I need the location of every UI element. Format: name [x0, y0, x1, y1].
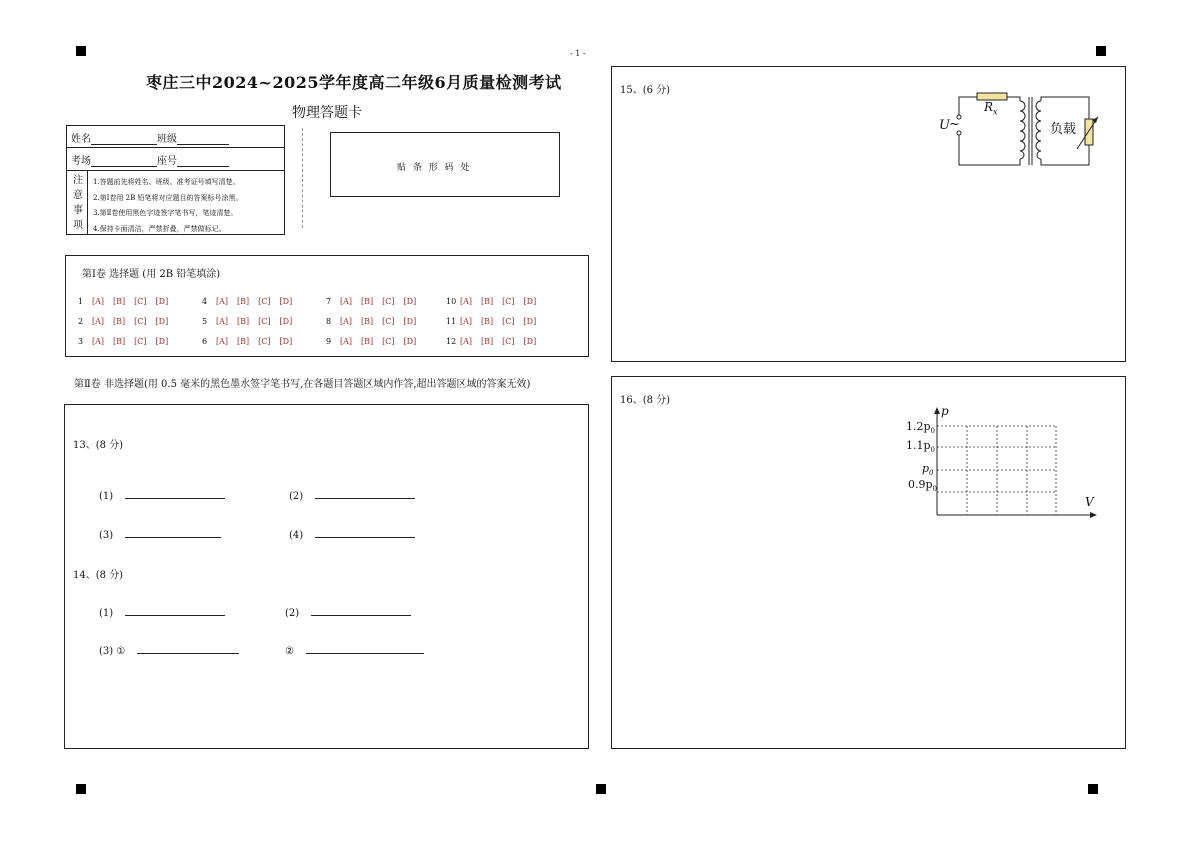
choice-option-bubble[interactable]: [B] [481, 297, 494, 306]
choice-option-bubble[interactable]: [C] [134, 337, 147, 346]
y-axis-label: p [941, 404, 949, 418]
class-label: 班级 [157, 134, 177, 145]
resistor-rx [977, 93, 1007, 100]
choice-option-bubble[interactable]: [D] [155, 297, 169, 306]
choice-option-bubble[interactable]: [B] [361, 297, 374, 306]
y-tick-label: $1.2p_0$ [906, 420, 936, 436]
alignment-mark [1096, 46, 1106, 56]
choice-option-bubble[interactable]: [C] [134, 317, 147, 326]
choice-option-bubble[interactable]: [A] [340, 317, 353, 326]
choice-number: 1 [78, 297, 84, 306]
barcode-area [330, 132, 560, 197]
choice-number: 11 [446, 317, 457, 326]
q14-item-2: (2) [285, 605, 411, 619]
answer-box-16 [611, 376, 1126, 749]
choice-option-bubble[interactable]: [B] [237, 317, 250, 326]
answer-line[interactable] [125, 488, 225, 499]
answer-line[interactable] [125, 527, 221, 538]
choice-option-bubble[interactable]: [D] [279, 337, 293, 346]
choice-option-bubble[interactable]: [A] [92, 337, 105, 346]
choice-option-bubble[interactable]: [C] [382, 337, 395, 346]
room-label: 考场 [71, 156, 91, 167]
choice-option-bubble[interactable]: [A] [340, 337, 353, 346]
name-field[interactable] [91, 134, 157, 145]
page-title: 枣庄三中2024~2025学年度高二年级6月质量检测考试 [146, 73, 562, 92]
q14-item-3: (3) ① [99, 643, 239, 657]
answer-box-15 [611, 66, 1126, 362]
notice-item: 3.第Ⅱ卷使用黑色字迹签字笔书写，笔迹清楚。 [93, 209, 238, 217]
choice-number: 2 [78, 317, 84, 326]
class-field[interactable] [177, 134, 229, 145]
answer-line[interactable] [311, 605, 411, 616]
alignment-mark [596, 784, 606, 794]
choice-question-10 [446, 289, 545, 308]
choice-option-bubble[interactable]: [D] [155, 317, 169, 326]
alignment-mark [1088, 784, 1098, 794]
choice-option-bubble[interactable]: [B] [361, 317, 374, 326]
choice-number: 9 [326, 337, 332, 346]
choice-option-bubble[interactable]: [A] [216, 297, 229, 306]
choice-option-bubble[interactable]: [C] [502, 317, 515, 326]
choice-number: 12 [446, 337, 457, 346]
choice-option-bubble[interactable]: [D] [279, 297, 293, 306]
transformer-circuit-diagram [932, 89, 1102, 179]
pv-graph [932, 405, 1102, 520]
choice-option-bubble[interactable]: [D] [155, 337, 169, 346]
choice-number: 10 [446, 297, 457, 306]
variable-load [1085, 119, 1093, 145]
name-row [71, 130, 229, 145]
part1-heading: 第Ⅰ卷 选择题 (用 2B 铅笔填涂) [82, 269, 221, 280]
q13-item-4: (4) [289, 527, 415, 541]
choice-option-bubble[interactable]: [C] [502, 337, 515, 346]
q13-item-2: (2) [289, 488, 415, 502]
notice-item: 1.答题前先将姓名、班级、准考证号填写清楚。 [93, 178, 240, 186]
choice-option-bubble[interactable]: [A] [460, 317, 473, 326]
choice-option-bubble[interactable]: [B] [481, 317, 494, 326]
choice-option-bubble[interactable]: [C] [382, 297, 395, 306]
answer-line[interactable] [137, 643, 239, 654]
choice-option-bubble[interactable]: [D] [403, 337, 417, 346]
barcode-label: 贴 条 形 码 处 [397, 163, 472, 173]
circuit-resistor-label: $R_x$ [984, 100, 998, 117]
choice-option-bubble[interactable]: [C] [502, 297, 515, 306]
alignment-mark [76, 46, 86, 56]
choice-option-bubble[interactable]: [C] [134, 297, 147, 306]
q15-label: 15、(6 分) [620, 85, 671, 96]
circuit-load-label: 负载 [1050, 122, 1077, 137]
q14-label: 14、(8 分) [73, 570, 124, 581]
room-row [71, 152, 229, 167]
student-info-box [66, 125, 285, 235]
choice-question-1 [78, 289, 177, 308]
page-subtitle: 物理答题卡 [292, 105, 362, 121]
choice-option-bubble[interactable]: [A] [460, 297, 473, 306]
answer-box-13-14 [64, 404, 589, 749]
choice-option-bubble[interactable]: [A] [92, 297, 105, 306]
room-field[interactable] [91, 156, 157, 167]
notice-list [93, 175, 243, 237]
choice-option-bubble[interactable]: [A] [460, 337, 473, 346]
y-tick-label: $1.1p_0$ [906, 439, 936, 455]
choice-option-bubble[interactable]: [B] [113, 317, 126, 326]
choice-number: 4 [202, 297, 208, 306]
choice-option-bubble[interactable]: [D] [403, 297, 417, 306]
answer-line[interactable] [315, 488, 415, 499]
choice-question-5 [202, 309, 301, 328]
choice-option-bubble[interactable]: [A] [216, 317, 229, 326]
choice-option-bubble[interactable]: [B] [237, 297, 250, 306]
choice-option-bubble[interactable]: [B] [237, 337, 250, 346]
choice-number: 5 [202, 317, 208, 326]
x-axis-label: V [1085, 495, 1094, 509]
choice-option-bubble[interactable]: [C] [258, 317, 271, 326]
q13-item-3: (3) [99, 527, 221, 541]
choice-option-bubble[interactable]: [D] [523, 317, 537, 326]
choice-question-12 [446, 329, 545, 348]
choice-question-2 [78, 309, 177, 328]
choice-number: 7 [326, 297, 332, 306]
choice-option-bubble[interactable]: [B] [113, 337, 126, 346]
name-label: 姓名 [71, 134, 91, 145]
choice-option-bubble[interactable]: [C] [258, 297, 271, 306]
part1-choice-box [65, 255, 589, 357]
choice-option-bubble[interactable]: [D] [403, 317, 417, 326]
choice-option-bubble[interactable]: [B] [113, 297, 126, 306]
seat-field[interactable] [177, 156, 229, 167]
choice-number: 3 [78, 337, 84, 346]
choice-question-6 [202, 329, 301, 348]
choice-question-11 [446, 309, 545, 328]
q14-item-1: (1) [99, 605, 225, 619]
choice-option-bubble[interactable]: [D] [523, 297, 537, 306]
y-tick-label: $0.9p_0$ [908, 478, 938, 494]
alignment-mark [76, 784, 86, 794]
divider [302, 128, 303, 228]
circuit-tilde: ~ [949, 117, 960, 132]
choice-option-bubble[interactable]: [A] [92, 317, 105, 326]
choice-option-bubble[interactable]: [B] [361, 337, 374, 346]
choice-option-bubble[interactable]: [C] [382, 317, 395, 326]
part2-heading: 第Ⅱ卷 非选择题(用 0.5 毫米的黑色墨水签字笔书写,在各题目答题区域内作答,超出答题区域的答案无效) [74, 379, 531, 390]
choice-option-bubble[interactable]: [B] [481, 337, 494, 346]
q13-item-1: (1) [99, 488, 225, 502]
choice-number: 6 [202, 337, 208, 346]
notice-item: 4.保持卡面清洁，严禁折叠，严禁做标记。 [93, 224, 226, 233]
choice-option-bubble[interactable]: [A] [216, 337, 229, 346]
q16-label: 16、(8 分) [620, 395, 671, 406]
q13-label: 13、(8 分) [73, 440, 124, 451]
q14-item-4: ② [285, 643, 424, 657]
choice-question-7 [326, 289, 425, 308]
choice-number: 8 [326, 317, 332, 326]
page-number: - 1 - [570, 49, 586, 58]
notice-item: 2.第Ⅰ卷用 2B 铅笔将对应题目的答案标号涂黑。 [93, 193, 243, 202]
choice-option-bubble[interactable]: [A] [340, 297, 353, 306]
choice-option-bubble[interactable]: [D] [523, 337, 537, 346]
seat-label: 座号 [157, 156, 177, 167]
choice-option-bubble[interactable]: [D] [279, 317, 293, 326]
choice-option-bubble[interactable]: [C] [258, 337, 271, 346]
circuit-source-label: U [939, 118, 950, 133]
notice-label: 注 意 事 项 [73, 175, 83, 231]
y-tick-label: $p_0$ [922, 462, 934, 478]
answer-line[interactable] [306, 643, 424, 654]
choice-question-4 [202, 289, 301, 308]
choice-question-8 [326, 309, 425, 328]
choice-question-3 [78, 329, 177, 348]
answer-line[interactable] [125, 605, 225, 616]
choice-question-9 [326, 329, 425, 348]
answer-line[interactable] [315, 527, 415, 538]
